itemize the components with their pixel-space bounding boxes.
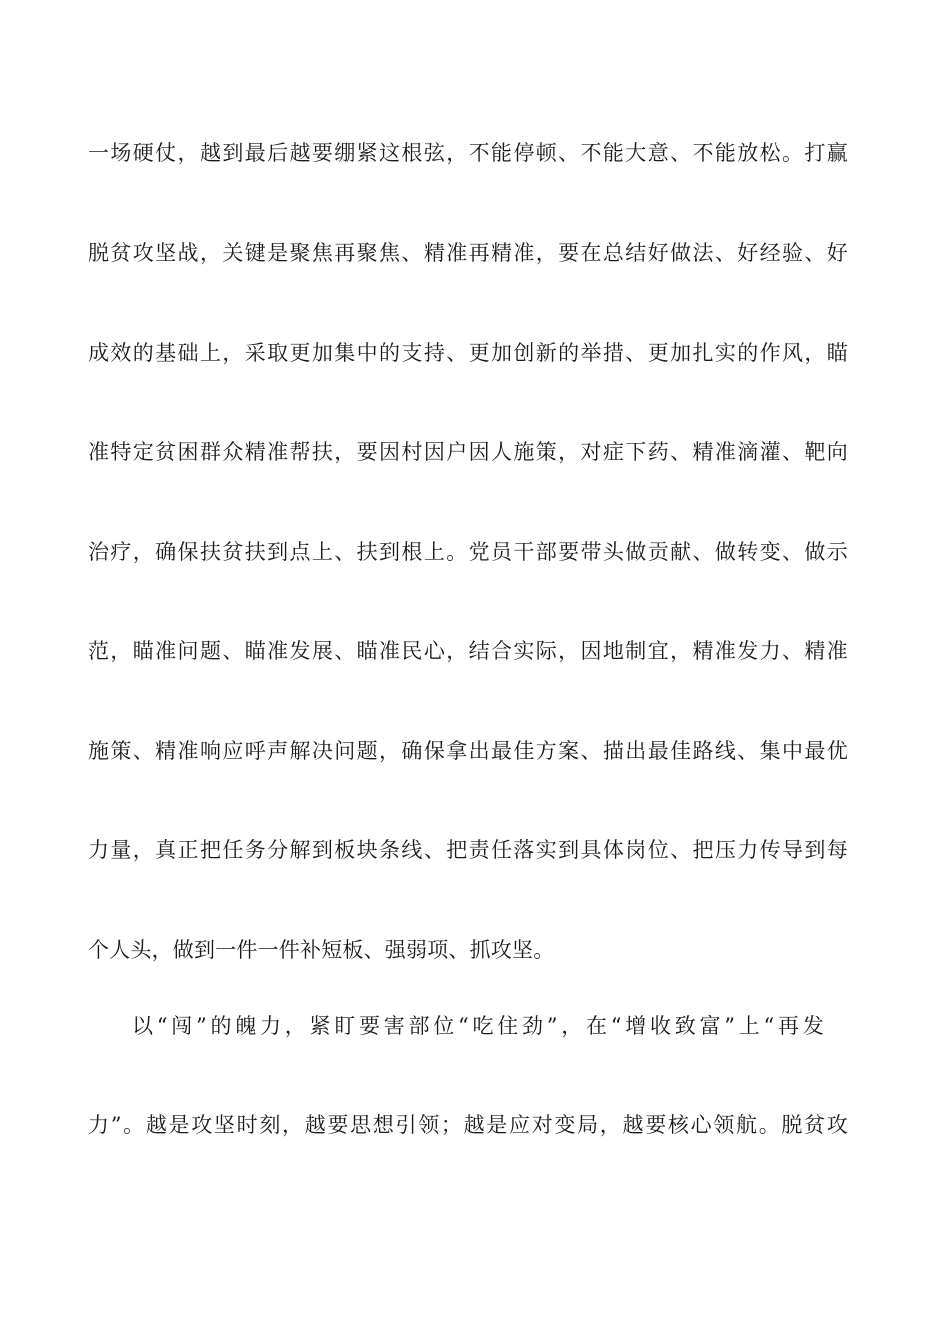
paragraph-1-line-4: 准特定贫困群众精准帮扶，要因村因户因人施策，对症下药、精准滴灌、靶向 [88, 440, 848, 464]
paragraph-1-line-2: 脱贫攻坚战，关键是聚焦再聚焦、精准再精准，要在总结好做法、好经验、好 [88, 241, 848, 265]
paragraph-2-line-2: 力”。越是攻坚时刻，越要思想引领；越是应对变局，越要核心领航。脱贫攻 [88, 1113, 848, 1137]
paragraph-1-line-7: 施策、精准响应呼声解决问题，确保拿出最佳方案、描出最佳路线、集中最优 [88, 739, 848, 763]
paragraph-1-line-6: 范，瞄准问题、瞄准发展、瞄准民心，结合实际，因地制宜，精准发力、精准 [88, 639, 848, 663]
paragraph-1-line-5: 治疗，确保扶贫扶到点上、扶到根上。党员干部要带头做贡献、做转变、做示 [88, 540, 848, 564]
paragraph-2-line-1: 以“闯”的魄力，紧盯要害部位“吃住劲”，在“增收致富”上“再发 [132, 1014, 824, 1038]
paragraph-1-line-3: 成效的基础上，采取更加集中的支持、更加创新的举措、更加扎实的作风，瞄 [88, 341, 848, 365]
paragraph-1-line-1: 一场硬仗，越到最后越要绷紧这根弦，不能停顿、不能大意、不能放松。打赢 [88, 141, 848, 165]
paragraph-1-line-8: 力量，真正把任务分解到板块条线、把责任落实到具体岗位、把压力传导到每 [88, 838, 848, 862]
paragraph-1-line-9: 个人头，做到一件一件补短板、强弱项、抓攻坚。 [88, 938, 555, 962]
